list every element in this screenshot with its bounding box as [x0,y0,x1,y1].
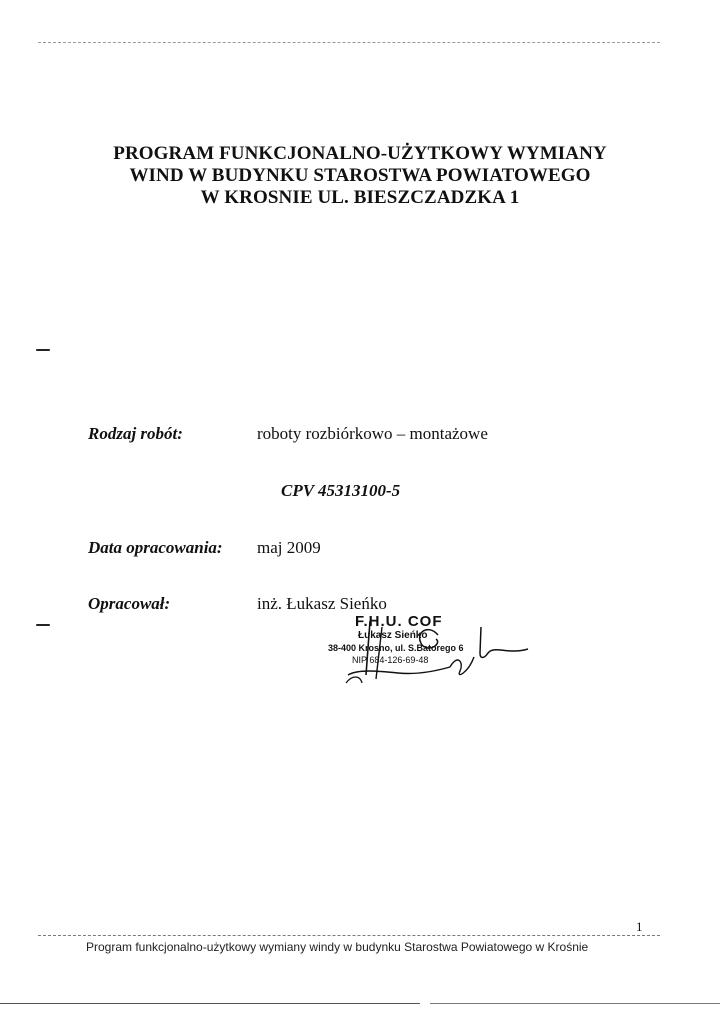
top-scan-line [38,42,660,43]
data-opracowania-value: maj 2009 [257,538,321,557]
bottom-scan-line [430,1003,720,1004]
stamp-nip: NIP 684-126-69-48 [352,655,429,665]
rodzaj-robot-value: roboty rozbiórkowo – montażowe [257,424,488,443]
cpv-code: CPV 45313100-5 [281,481,401,500]
stamp-address: 38-400 Krosno, ul. S.Batorego 6 [328,643,464,653]
signature-icon [318,613,538,693]
title-line-2: WIND W BUDYNKU STAROSTWA POWIATOWEGO [129,165,591,186]
margin-mark [36,349,50,351]
stamp-owner-name: Łukasz Sieńko [358,630,428,641]
stamp-company-name: F.H.U. COF [355,613,443,630]
document-title [60,143,660,209]
margin-mark [36,624,50,626]
company-stamp [318,613,538,693]
opracowal-label: Opracował: [88,594,171,613]
page-number: 1 [636,919,643,934]
data-opracowania-label: Data opracowania: [88,538,223,557]
opracowal-value: inż. Łukasz Sieńko [257,594,387,613]
title-line-3: W KROSNIE UL. BIESZCZADZKA 1 [200,187,520,208]
rodzaj-robot-label: Rodzaj robót: [88,424,183,443]
footer-text: Program funkcjonalno-użytkowy wymiany windy w budynku Starostwa Powiatowego w Krośnie [86,940,589,954]
title-line-1: PROGRAM FUNKCJONALNO-UŻYTKOWY WYMIANY [113,143,607,164]
footer-divider [38,935,660,936]
bottom-scan-line [0,1003,420,1004]
